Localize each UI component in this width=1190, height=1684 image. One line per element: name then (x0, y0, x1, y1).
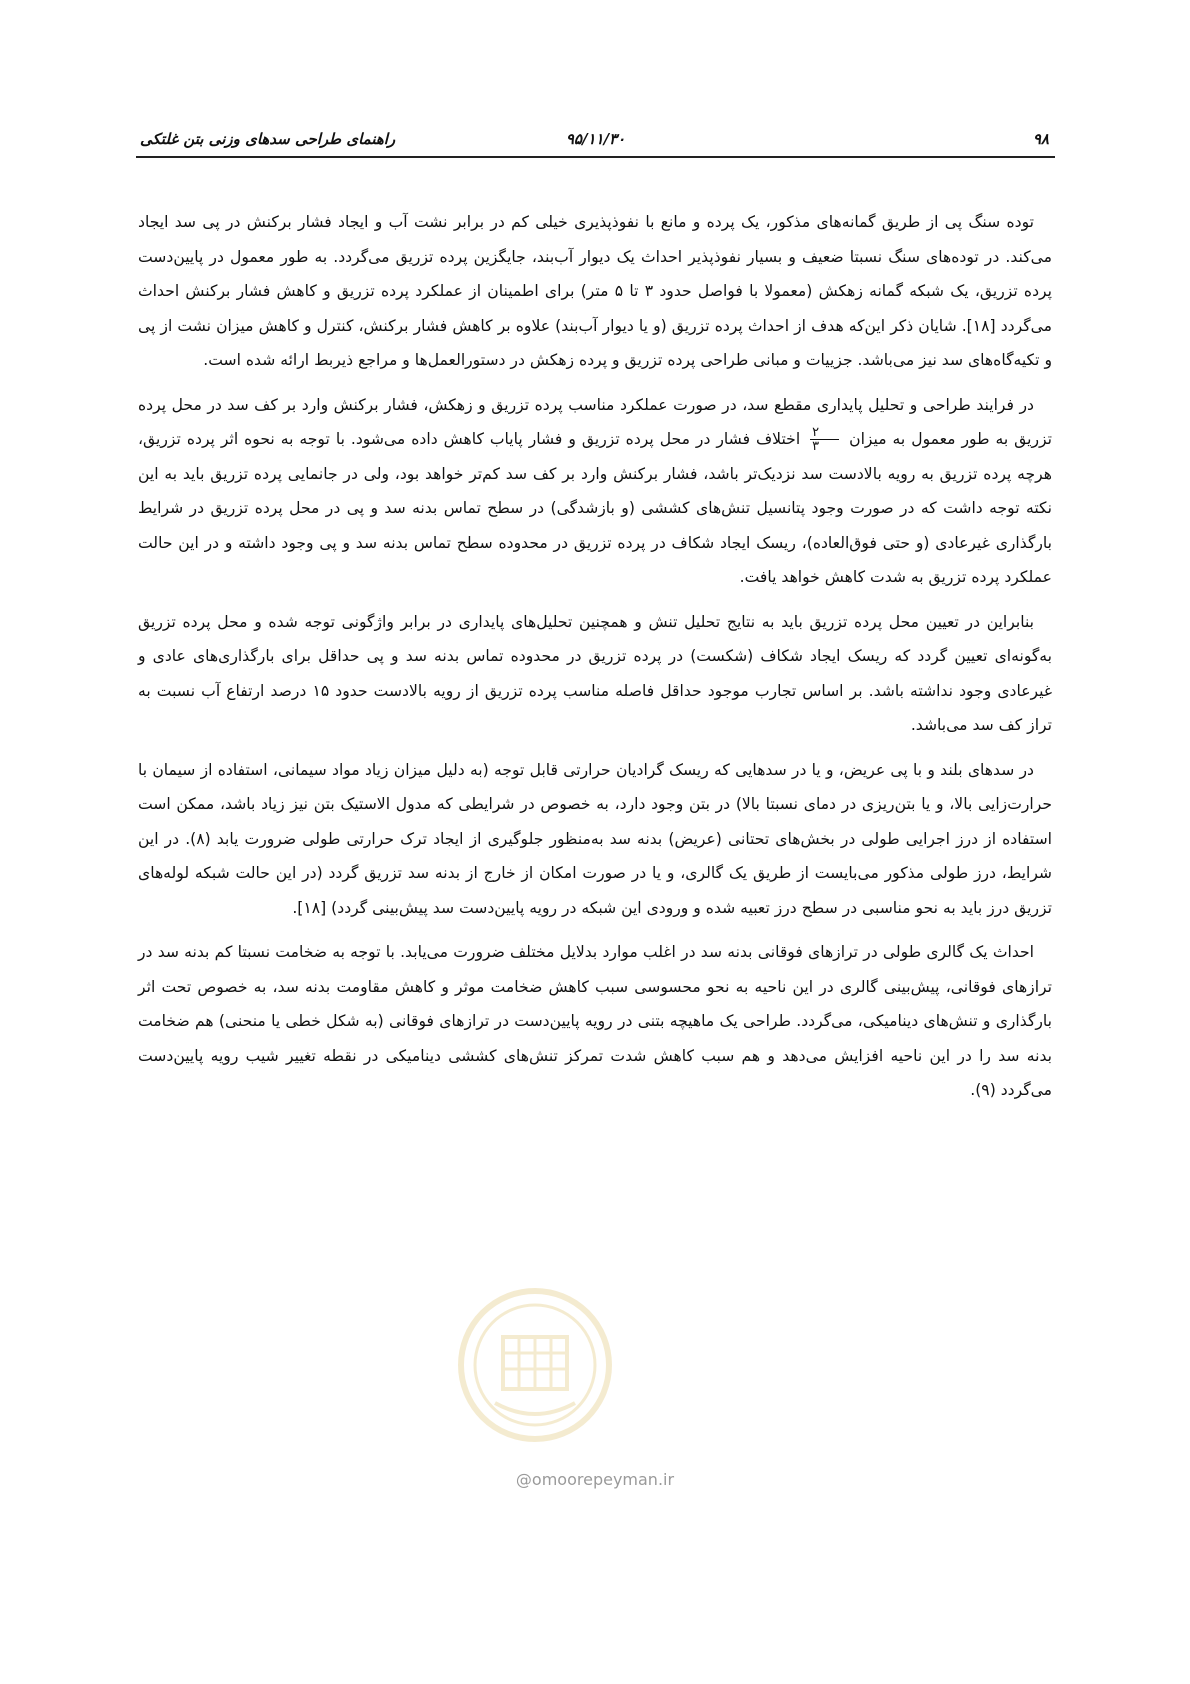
fraction-numerator: ۲ (810, 426, 839, 440)
fraction-denominator: ۳ (812, 439, 820, 454)
watermark-url: @omoorepeyman.ir (515, 1470, 675, 1489)
page-body (138, 205, 1052, 1118)
paragraph-uplift-pressure (138, 388, 1052, 595)
book-title: راهنمای طراحی سدهای وزنی بتن غلتکی (140, 130, 396, 148)
seal-logo-icon (455, 1285, 615, 1445)
paragraph-gallery: احداث یک گالری طولی در ترازهای فوقانی بدنه سد در اغلب موارد بدلایل مختلف ضرورت می‌یابد. با توجه به ضخامت نسبتا کم بدنه سد در ترازهای فوقانی، پیش‌بینی گالری در این ناحیه به نحو محسوسی سبب کاهش ضخامت موثر و کاهش مقاومت بدنه سد، به خصوص تحت اثر بارگذاری و تنش‌های دینامیکی، می‌گردد. طراحی یک ماهیچه بتنی در رویه پایین‌دست در ترازهای فوقانی (به شکل خطی یا منحنی) هم ضخامت بدنه سد را در این ناحیه افزایش می‌دهد و هم سبب کاهش شدت تمرکز تنش‌های کششی دینامیکی در نقطه تغییر شیب رویه پایین‌دست می‌گردد (۹). (138, 943, 1052, 1099)
paragraph-grout-curtain: توده سنگ پی از طریق گمانه‌های مذکور، یک پرده و مانع با نفوذپذیری خیلی کم در برابر نشت آب و ایجاد فشار برکنش در پی سد ایجاد می‌کند. در توده‌های سنگ نسبتا ضعیف و بسیار نفوذپذیر احداث یک دیوار آب‌بند، جایگزین پرده تزریق می‌گردد. به طور معمول در پایین‌دست پرده تزریق، یک شبکه گمانه زهکش (معمولا با فواصل حدود ۳ تا ۵ متر) برای اطمینان از عملکرد پرده تزریق و کاهش فشار برکنش احداث می‌گردد [۱۸]. شایان ذکر این‌که هدف از احداث پرده تزریق (و یا دیوار آب‌بند) علاوه بر کاهش فشار برکنش، کنترل و کاهش میزان نشت از پی و تکیه‌گاه‌های سد نیز می‌باشد. جزییات و مبانی طراحی پرده تزریق و پرده زهکش در دستورالعمل‌ها و مراجع ذیربط ارائه شده است. (138, 213, 1052, 369)
paragraph-longitudinal-joint: در سدهای بلند و با پی عریض، و یا در سدهایی که ریسک گرادیان حرارتی قابل توجه (به دلیل میزان زیاد مواد سیمانی، استفاده از سیمان با حرارت‌زایی بالا، و یا بتن‌ریزی در دمای نسبتا بالا) در بتن وجود دارد، به خصوص در شرایطی که مدول الاستیک بتن نیز زیاد باشد، ممکن است استفاده از درز اجرایی طولی در بخش‌های تحتانی (عریض) بدنه سد به‌منظور جلوگیری از ایجاد ترک حرارتی طولی ضرورت یابد (۸). در این شرایط، درز طولی مذکور می‌بایست از طریق یک گالری، و یا در صورت امکان از خارج از بدنه سد تزریق گردد (در این حالت شبکه لوله‌های تزریق درز باید به نحو مناسبی در سطح درز تعبیه شده و ورودی این شبکه در رویه پایین‌دست سد پیش‌بینی گردد) [۱۸]. (138, 760, 1052, 917)
paragraph-uplift-text-a: در فرایند طراحی و تحلیل پایداری مقطع سد، در صورت عملکرد مناسب پرده تزریق و زهکش، فشار برکنش وارد بر کف سد در محل پرده تزریق به طور معمول به میزان (138, 395, 1052, 448)
page-header (136, 128, 1055, 158)
fraction-two-thirds (810, 426, 839, 453)
page-number: ۹۸ (1032, 130, 1049, 148)
paragraph-uplift-text-b: اختلاف فشار در محل پرده تزریق و فشار پایاب کاهش داده می‌شود. با توجه به نحوه اثر پرده تزریق، هرچه پرده تزریق به رویه بالادست سد نزدیک‌تر باشد، فشار برکنش وارد بر کف سد کم‌تر خواهد بود، ولی در جانمایی پرده تزریق باید به این نکته توجه داشت که در صورت وجود پتانسیل تنش‌های کششی (و بازشدگی) در سطح تماس بدنه سد و پی در محل پرده تزریق در شرایط بارگذاری غیرعادی (و حتی فوق‌العاده)، ریسک ایجاد شکاف در پرده تزریق در محدوده سطح تماس بدنه سد و پی وجود داشته و در این حالت عملکرد پرده تزریق به شدت کاهش خواهد یافت. (138, 430, 1052, 586)
header-date: ۹۵/۱۱/۳۰ (565, 130, 626, 148)
paragraph-curtain-location: بنابراین در تعیین محل پرده تزریق باید به نتایج تحلیل تنش و همچنین تحلیل‌های پایداری در برابر واژگونی توجه شده و محل پرده تزریق به‌گونه‌ای تعیین گردد که ریسک ایجاد شکاف (شکست) در پرده تزریق در محدوده تماس بدنه سد و پی حداقل برای بارگذاری‌های عادی و غیرعادی وجود نداشته باشد. بر اساس تجارب موجود حداقل فاصله مناسب پرده تزریق از رویه بالادست حدود ۱۵ درصد ارتفاع آب نسبت به تراز کف سد می‌باشد. (138, 612, 1052, 734)
